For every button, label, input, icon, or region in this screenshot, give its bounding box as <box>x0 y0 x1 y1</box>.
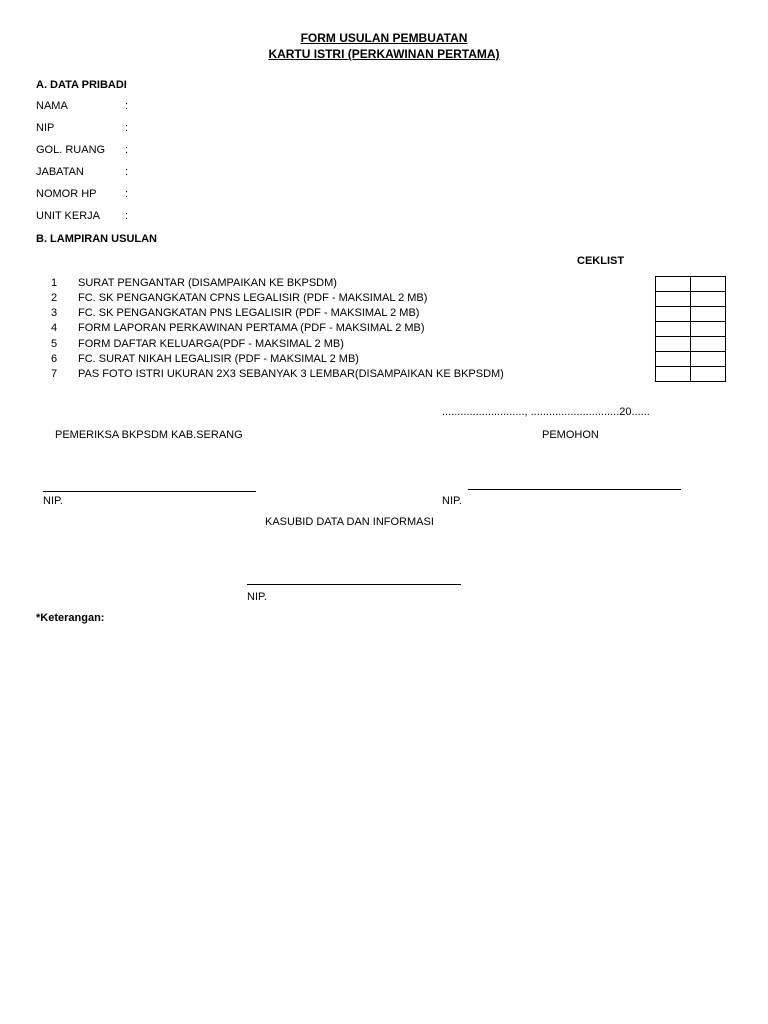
ceklist-cell[interactable] <box>691 292 726 307</box>
item-text: FC. SURAT NIKAH LEGALISIR (PDF - MAKSIMAL 2 MB) <box>78 353 359 365</box>
ceklist-cell[interactable] <box>656 307 691 322</box>
ceklist-row <box>656 292 726 307</box>
ceklist-row <box>656 307 726 322</box>
ceklist-cell[interactable] <box>656 352 691 367</box>
item-text: PAS FOTO ISTRI UKURAN 2X3 SEBANYAK 3 LEMBAR(DISAMPAIKAN KE BKPSDM) <box>78 368 504 380</box>
section-a-heading: A. DATA PRIBADI <box>36 79 127 91</box>
kasubid-label: KASUBID DATA DAN INFORMASI <box>265 516 434 528</box>
field-label-unit-kerja: UNIT KERJA <box>36 210 100 222</box>
section-b-heading: B. LAMPIRAN USULAN <box>36 233 157 245</box>
ceklist-cell[interactable] <box>656 277 691 292</box>
ceklist-row <box>656 277 726 292</box>
ceklist-cell[interactable] <box>656 367 691 382</box>
field-separator: : <box>125 100 129 112</box>
item-text: FC. SK PENGANGKATAN CPNS LEGALISIR (PDF - MAKSIMAL 2 MB) <box>78 292 428 304</box>
ceklist-row <box>656 352 726 367</box>
ceklist-cell[interactable] <box>691 277 726 292</box>
field-label-nomor-hp: NOMOR HP <box>36 188 97 200</box>
field-label-jabatan: JABATAN <box>36 166 84 178</box>
field-separator: : <box>125 210 129 222</box>
field-label-nama: NAMA <box>36 100 68 112</box>
ceklist-cell[interactable] <box>691 337 726 352</box>
field-separator: : <box>125 166 129 178</box>
ceklist-row <box>656 322 726 337</box>
nip-pemohon: NIP. <box>442 495 462 507</box>
ceklist-cell[interactable] <box>656 322 691 337</box>
item-text: FORM DAFTAR KELUARGA(PDF - MAKSIMAL 2 MB) <box>78 338 344 350</box>
keterangan-label: *Keterangan: <box>36 612 105 624</box>
signature-line-pemeriksa <box>43 491 256 492</box>
item-text: SURAT PENGANTAR (DISAMPAIKAN KE BKPSDM) <box>78 277 337 289</box>
ceklist-cell[interactable] <box>656 292 691 307</box>
item-text: FC. SK PENGANGKATAN PNS LEGALISIR (PDF - MAKSIMAL 2 MB) <box>78 307 420 319</box>
ceklist-row <box>656 367 726 382</box>
ceklist-cell[interactable] <box>691 352 726 367</box>
ceklist-cell[interactable] <box>656 337 691 352</box>
item-text: FORM LAPORAN PERKAWINAN PERTAMA (PDF - MAKSIMAL 2 MB) <box>78 322 425 334</box>
ceklist-cell[interactable] <box>691 307 726 322</box>
field-label-nip: NIP <box>36 122 55 134</box>
field-label-gol-ruang: GOL. RUANG <box>36 144 106 156</box>
item-number: 6 <box>51 353 58 365</box>
item-number: 3 <box>51 307 58 319</box>
place-date-line: ..........................., .............................20...... <box>442 406 650 418</box>
pemohon-label: PEMOHON <box>542 429 599 441</box>
signature-line-kasubid <box>247 584 461 585</box>
item-number: 4 <box>51 322 58 334</box>
ceklist-cell[interactable] <box>691 322 726 337</box>
nip-kasubid: NIP. <box>247 591 267 603</box>
item-number: 5 <box>51 338 58 350</box>
field-separator: : <box>125 188 129 200</box>
form-title-line2: KARTU ISTRI (PERKAWINAN PERTAMA) <box>268 47 500 61</box>
item-number: 2 <box>51 292 58 304</box>
form-title-line1: FORM USULAN PEMBUATAN <box>300 31 468 45</box>
nip-pemeriksa: NIP. <box>43 495 63 507</box>
ceklist-label: CEKLIST <box>577 255 625 267</box>
signature-line-pemohon <box>468 489 681 490</box>
ceklist-cell[interactable] <box>691 367 726 382</box>
item-number: 1 <box>51 277 58 289</box>
item-number: 7 <box>51 368 58 380</box>
ceklist-row <box>656 337 726 352</box>
ceklist-grid <box>655 276 726 382</box>
field-separator: : <box>125 144 129 156</box>
pemeriksa-label: PEMERIKSA BKPSDM KAB.SERANG <box>55 429 243 441</box>
field-separator: : <box>125 122 129 134</box>
